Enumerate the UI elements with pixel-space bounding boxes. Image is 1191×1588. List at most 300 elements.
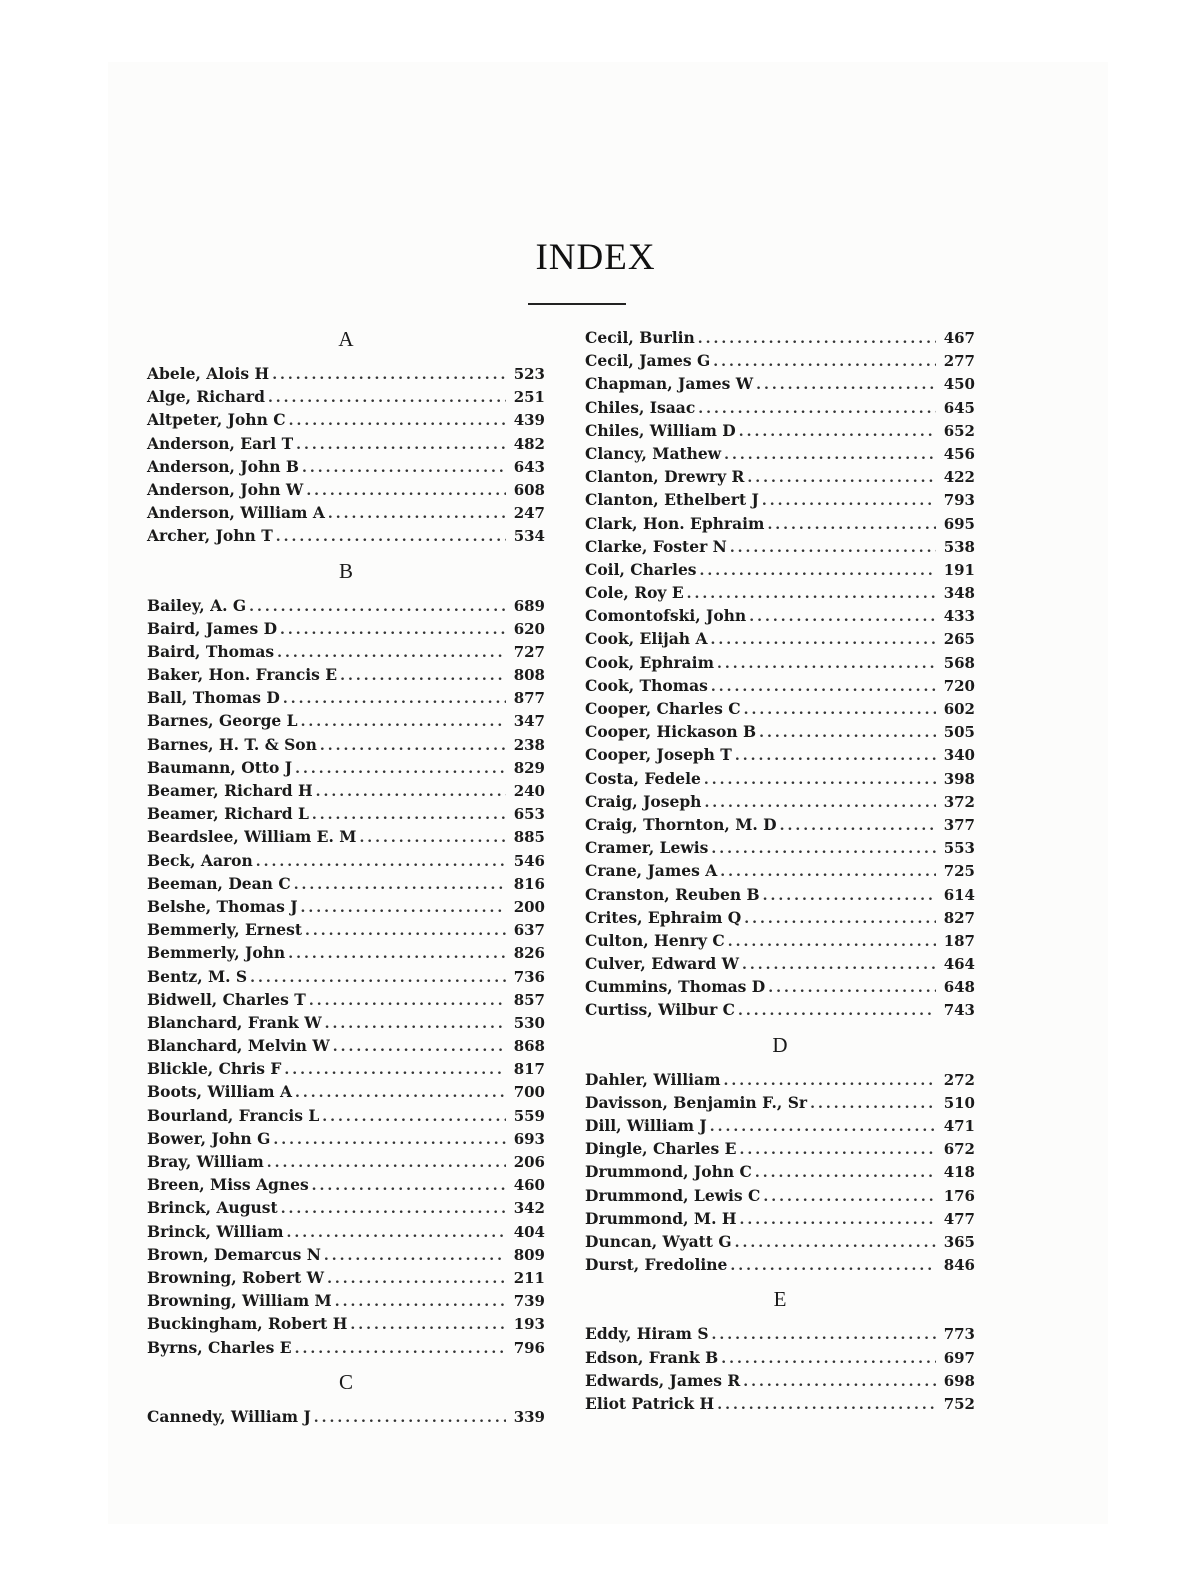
entry-name: Cramer, Lewis <box>585 838 709 858</box>
entry-page-number: 846 <box>943 1256 975 1275</box>
leader-dots <box>312 804 506 827</box>
entry-name: Cranston, Reuben B <box>585 884 760 904</box>
leader-dots <box>740 1209 936 1232</box>
leader-dots <box>743 1371 936 1394</box>
leader-dots <box>717 653 936 676</box>
entry-page-number: 739 <box>513 1292 545 1311</box>
leader-dots <box>284 1059 506 1082</box>
entry-page-number: 372 <box>943 792 975 811</box>
entry-name: Culver, Edward W <box>585 954 740 974</box>
index-entry <box>147 1312 545 1335</box>
leader-dots <box>314 1407 506 1430</box>
leader-dots <box>333 1036 506 1059</box>
index-entry <box>147 663 545 686</box>
leader-dots <box>704 792 936 815</box>
entry-page-number: 277 <box>943 352 975 371</box>
index-entry <box>585 998 975 1021</box>
index-entry <box>585 1392 975 1415</box>
entry-name: Craig, Joseph <box>585 791 702 811</box>
section-letter-d: D <box>772 1032 788 1057</box>
entry-name: Cecil, Burlin <box>585 328 695 347</box>
index-entry <box>585 906 975 929</box>
page-title: INDEX <box>535 237 656 278</box>
index-entry <box>585 720 975 743</box>
leader-dots <box>735 1232 936 1255</box>
entry-name: Davisson, Benjamin F., Sr <box>585 1092 808 1112</box>
leader-dots <box>755 1162 936 1185</box>
entry-page-number: 877 <box>513 689 545 708</box>
index-entry <box>585 1114 975 1137</box>
entry-name: Crites, Ephraim Q <box>585 907 742 927</box>
entry-name: Breen, Miss Agnes <box>147 1175 309 1195</box>
index-entry <box>585 859 975 882</box>
entry-name: Cook, Thomas <box>585 675 708 695</box>
leader-dots <box>283 688 506 711</box>
entry-name: Blickle, Chris F <box>147 1059 282 1079</box>
entry-page-number: 200 <box>513 897 545 916</box>
leader-dots <box>280 619 506 642</box>
leader-dots <box>322 1106 506 1129</box>
entry-page-number: 340 <box>943 746 975 765</box>
index-entry <box>147 1057 545 1080</box>
index-entry <box>585 1184 975 1207</box>
entry-page-number: 477 <box>943 1209 975 1228</box>
entry-name: Culton, Henry C <box>585 930 725 950</box>
entry-page-number: 450 <box>943 375 975 394</box>
leader-dots <box>713 351 936 374</box>
entry-name: Cannedy, William J <box>147 1406 311 1426</box>
entry-name: Cooper, Hickason B <box>585 722 757 742</box>
leader-dots <box>328 503 506 526</box>
entry-name: Belshe, Thomas J <box>147 896 298 916</box>
entry-name: Browning, William M <box>147 1291 332 1311</box>
entry-name: Bray, William <box>147 1152 264 1171</box>
index-entry <box>147 478 545 501</box>
leader-dots <box>710 1116 936 1139</box>
entry-page-number: 816 <box>513 874 545 893</box>
index-entry <box>585 1253 975 1276</box>
entry-name: Barnes, George L <box>147 711 298 731</box>
index-entry <box>147 756 545 779</box>
leader-dots <box>309 990 506 1013</box>
leader-dots <box>763 1186 936 1209</box>
section-letter-b: B <box>338 558 353 583</box>
index-entry <box>147 594 545 617</box>
section-letter-e: E <box>773 1287 787 1312</box>
index-entry <box>147 779 545 802</box>
index-entry <box>585 396 975 419</box>
leader-dots <box>728 931 936 954</box>
entry-name: Dill, William J <box>585 1116 707 1135</box>
section-letter-c: C <box>338 1369 353 1394</box>
entry-page-number: 736 <box>513 967 545 986</box>
leader-dots <box>294 874 506 897</box>
index-entry <box>147 1289 545 1312</box>
index-entry <box>585 604 975 627</box>
entry-page-number: 339 <box>513 1407 545 1426</box>
entry-name: Chiles, William D <box>585 420 736 440</box>
leader-dots <box>744 908 936 931</box>
leader-dots <box>724 444 936 467</box>
entry-name: Barnes, H. T. & Son <box>147 734 317 754</box>
leader-dots <box>735 745 936 768</box>
leader-dots <box>721 1348 936 1371</box>
entry-page-number: 530 <box>513 1013 545 1032</box>
leader-dots <box>312 1175 506 1198</box>
leader-dots <box>810 1093 936 1116</box>
entry-page-number: 689 <box>513 596 545 615</box>
index-entry <box>585 372 975 395</box>
entry-page-number: 238 <box>513 735 545 754</box>
entry-page-number: 240 <box>513 782 545 800</box>
index-entry <box>147 872 545 895</box>
entry-page-number: 422 <box>943 468 975 487</box>
leader-dots <box>295 1082 506 1105</box>
entry-name: Bemmerly, Ernest <box>147 920 302 940</box>
index-entry <box>147 1220 545 1243</box>
index-entry <box>585 883 975 906</box>
entry-name: Anderson, Earl T <box>147 433 294 453</box>
entry-name: Durst, Fredoline <box>585 1255 728 1275</box>
entry-page-number: 510 <box>943 1093 975 1112</box>
entry-page-number: 809 <box>513 1245 545 1264</box>
section-letter-a: A <box>338 327 354 351</box>
entry-page-number: 643 <box>513 457 545 476</box>
entry-page-number: 808 <box>513 666 545 685</box>
entry-name: Alge, Richard <box>147 387 265 407</box>
leader-dots <box>698 328 936 351</box>
entry-name: Beamer, Richard L <box>147 804 309 824</box>
entry-page-number: 857 <box>513 990 545 1009</box>
index-entry <box>585 442 975 465</box>
leader-dots <box>720 861 936 884</box>
entry-name: Drummond, M. H <box>585 1208 737 1228</box>
index-entry <box>147 617 545 640</box>
index-entry <box>147 362 545 385</box>
entry-name: Boots, William A <box>147 1082 293 1102</box>
index-entry <box>147 1150 545 1173</box>
entry-name: Crane, James A <box>585 861 718 881</box>
index-entry <box>585 952 975 975</box>
entry-name: Cooper, Charles C <box>585 699 741 718</box>
entry-name: Brinck, August <box>147 1198 278 1218</box>
leader-dots <box>295 1338 506 1361</box>
entry-name: Bentz, M. S <box>147 966 248 986</box>
leader-dots <box>749 606 936 629</box>
index-entry <box>585 581 975 604</box>
index-entry <box>585 836 975 859</box>
leader-dots <box>306 480 506 503</box>
index-entry <box>147 918 545 941</box>
index-entry <box>585 1346 975 1369</box>
leader-dots <box>759 722 936 745</box>
leader-dots <box>768 977 936 1000</box>
entry-name: Baird, James D <box>147 618 278 638</box>
entry-page-number: 637 <box>513 921 545 940</box>
index-entry <box>147 1266 545 1289</box>
leader-dots <box>739 1139 936 1162</box>
entry-name: Eddy, Hiram S <box>585 1324 709 1344</box>
entry-page-number: 534 <box>513 527 545 546</box>
entry-page-number: 251 <box>513 388 545 407</box>
index-entry <box>147 988 545 1011</box>
entry-name: Cummins, Thomas D <box>585 977 766 997</box>
leader-dots <box>744 699 936 722</box>
index-column-left <box>147 326 545 1428</box>
entry-page-number: 653 <box>513 805 545 824</box>
entry-name: Eliot Patrick H <box>585 1393 715 1413</box>
entry-page-number: 211 <box>513 1268 545 1287</box>
entry-page-number: 720 <box>943 676 975 695</box>
leader-dots <box>723 1070 936 1093</box>
index-entry <box>585 627 975 650</box>
entry-name: Clanton, Drewry R <box>585 467 745 487</box>
entry-page-number: 827 <box>943 908 975 927</box>
entry-page-number: 348 <box>943 584 975 603</box>
entry-name: Anderson, John W <box>147 479 304 499</box>
entry-page-number: 439 <box>513 411 545 430</box>
index-entry <box>585 1207 975 1230</box>
leader-dots <box>295 758 506 781</box>
leader-dots <box>250 967 506 990</box>
entry-name: Costa, Fedele <box>585 768 701 788</box>
index-entry <box>585 743 975 766</box>
entry-page-number: 559 <box>513 1106 545 1125</box>
entry-page-number: 620 <box>513 619 545 638</box>
leader-dots <box>324 1245 506 1268</box>
entry-name: Beeman, Dean C <box>147 873 291 893</box>
entry-name: Dingle, Charles E <box>585 1139 737 1159</box>
entry-page-number: 460 <box>513 1176 545 1195</box>
leader-dots <box>325 1013 506 1036</box>
entry-name: Anderson, William A <box>147 503 325 523</box>
entry-name: Bourland, Francis L <box>147 1105 320 1125</box>
entry-name: Coil, Charles <box>585 559 697 579</box>
index-entry <box>585 488 975 511</box>
leader-dots <box>316 781 506 804</box>
entry-name: Comontofski, John <box>585 606 747 626</box>
index-entry <box>147 524 545 547</box>
entry-page-number: 645 <box>943 398 975 417</box>
index-entry <box>147 1127 545 1150</box>
entry-page-number: 191 <box>943 560 975 579</box>
index-entry <box>585 975 975 998</box>
entry-name: Abele, Alois H <box>147 364 270 383</box>
entry-page-number: 672 <box>943 1140 975 1159</box>
leader-dots <box>268 387 506 410</box>
entry-page-number: 523 <box>513 365 545 383</box>
entry-name: Altpeter, John C <box>147 410 286 430</box>
index-entry <box>147 965 545 988</box>
entry-page-number: 829 <box>513 758 545 777</box>
entry-page-number: 752 <box>943 1394 975 1413</box>
entry-page-number: 868 <box>513 1037 545 1056</box>
leader-dots <box>717 1394 936 1417</box>
entry-page-number: 505 <box>943 723 975 742</box>
entry-page-number: 187 <box>943 931 975 950</box>
entry-page-number: 247 <box>513 504 545 523</box>
leader-dots <box>281 1198 506 1221</box>
entry-page-number: 700 <box>513 1083 545 1102</box>
entry-page-number: 456 <box>943 444 975 463</box>
entry-page-number: 727 <box>513 642 545 661</box>
index-entry <box>147 849 545 872</box>
index-entry <box>585 349 975 372</box>
index-entry <box>585 1091 975 1114</box>
leader-dots <box>730 537 936 560</box>
entry-name: Anderson, John B <box>147 456 299 476</box>
entry-page-number: 404 <box>513 1222 545 1241</box>
entry-name: Cook, Ephraim <box>585 652 714 672</box>
entry-name: Buckingham, Robert H <box>147 1314 348 1334</box>
leader-dots <box>320 735 506 758</box>
index-entry <box>585 1068 975 1091</box>
entry-page-number: 698 <box>943 1371 975 1390</box>
entry-page-number: 176 <box>943 1186 975 1205</box>
leader-dots <box>327 1268 506 1291</box>
leader-dots <box>277 642 506 665</box>
index-entry <box>147 432 545 455</box>
index-entry <box>147 825 545 848</box>
index-entry <box>585 674 975 697</box>
entry-name: Dahler, William <box>585 1069 721 1089</box>
leader-dots <box>738 1000 936 1023</box>
title-rule <box>528 303 626 305</box>
entry-page-number: 398 <box>943 769 975 788</box>
entry-name: Baumann, Otto J <box>147 757 293 777</box>
entry-name: Bower, John G <box>147 1128 271 1148</box>
entry-name: Craig, Thornton, M. D <box>585 814 777 834</box>
entry-name: Chiles, Isaac <box>585 397 696 417</box>
leader-dots <box>256 851 506 874</box>
entry-name: Browning, Robert W <box>147 1267 325 1287</box>
entry-page-number: 725 <box>943 862 975 881</box>
entry-name: Edson, Frank B <box>585 1347 719 1367</box>
entry-page-number: 793 <box>943 491 975 510</box>
index-entry <box>147 1336 545 1359</box>
leader-dots <box>698 398 936 421</box>
leader-dots <box>296 434 506 457</box>
index-entry <box>147 501 545 524</box>
entry-page-number: 433 <box>943 607 975 626</box>
entry-page-number: 347 <box>513 712 545 731</box>
index-entry <box>585 326 975 349</box>
index-entry <box>585 651 975 674</box>
entry-name: Drummond, John C <box>585 1162 752 1182</box>
entry-page-number: 652 <box>943 421 975 440</box>
entry-page-number: 693 <box>513 1129 545 1148</box>
entry-page-number: 826 <box>513 944 545 963</box>
leader-dots <box>700 560 936 583</box>
leader-dots <box>767 514 936 537</box>
leader-dots <box>305 920 506 943</box>
entry-name: Clark, Hon. Ephraim <box>585 513 765 533</box>
leader-dots <box>762 490 936 513</box>
entry-name: Brown, Demarcus N <box>147 1244 321 1264</box>
entry-page-number: 614 <box>943 885 975 904</box>
entry-page-number: 538 <box>943 537 975 556</box>
entry-page-number: 265 <box>943 630 975 649</box>
entry-page-number: 648 <box>943 978 975 997</box>
index-entry <box>147 802 545 825</box>
index-entry <box>147 733 545 756</box>
leader-dots <box>359 827 506 850</box>
entry-name: Clancy, Mathew <box>585 443 722 463</box>
index-entry <box>147 1011 545 1034</box>
entry-page-number: 568 <box>943 653 975 672</box>
entry-name: Beck, Aaron <box>147 850 253 870</box>
leader-dots <box>350 1314 506 1337</box>
index-entry <box>585 558 975 581</box>
entry-page-number: 796 <box>513 1338 545 1357</box>
entry-name: Ball, Thomas D <box>147 688 280 708</box>
entry-name: Byrns, Charles E <box>147 1337 292 1357</box>
leader-dots <box>335 1291 506 1314</box>
entry-page-number: 482 <box>513 434 545 453</box>
leader-dots <box>763 885 936 908</box>
index-entry <box>585 697 975 720</box>
index-entry <box>147 1034 545 1057</box>
leader-dots <box>273 1129 506 1152</box>
index-entry <box>147 455 545 478</box>
entry-page-number: 773 <box>943 1325 975 1344</box>
leader-dots <box>687 583 936 606</box>
index-entry <box>585 929 975 952</box>
index-entry <box>585 767 975 790</box>
index-entry <box>147 1173 545 1196</box>
index-entry <box>147 895 545 918</box>
leader-dots <box>742 954 936 977</box>
entry-name: Beardslee, William E. M <box>147 827 357 847</box>
leader-dots <box>289 410 506 433</box>
leader-dots <box>301 897 506 920</box>
leader-dots <box>712 1324 936 1347</box>
entry-page-number: 471 <box>943 1117 975 1135</box>
index-entry <box>147 385 545 408</box>
index-entry <box>585 419 975 442</box>
entry-name: Chapman, James W <box>585 374 754 394</box>
entry-page-number: 206 <box>513 1153 545 1171</box>
entry-page-number: 553 <box>943 839 975 858</box>
index-column-right <box>585 326 975 1415</box>
entry-name: Cecil, James G <box>585 351 711 371</box>
entry-name: Cooper, Joseph T <box>585 745 732 765</box>
index-entry <box>147 408 545 431</box>
leader-dots <box>276 526 506 549</box>
entry-name: Curtiss, Wilbur C <box>585 1000 735 1020</box>
entry-page-number: 418 <box>943 1163 975 1182</box>
leader-dots <box>711 676 936 699</box>
entry-page-number: 365 <box>943 1232 975 1251</box>
entry-name: Bailey, A. G <box>147 595 247 615</box>
leader-dots <box>756 374 936 397</box>
index-entry <box>147 709 545 732</box>
leader-dots <box>739 421 936 444</box>
leader-dots <box>301 711 506 734</box>
leader-dots <box>747 467 936 490</box>
leader-dots <box>340 665 506 688</box>
entry-name: Cook, Elijah A <box>585 629 708 649</box>
entry-name: Brinck, William <box>147 1221 284 1241</box>
entry-name: Drummond, Lewis C <box>585 1185 761 1205</box>
entry-page-number: 695 <box>943 514 975 533</box>
index-entry <box>585 1137 975 1160</box>
entry-name: Beamer, Richard H <box>147 781 313 800</box>
leader-dots <box>730 1255 936 1278</box>
index-entry <box>585 1160 975 1183</box>
leader-dots <box>288 943 506 966</box>
index-entry <box>585 1322 975 1345</box>
